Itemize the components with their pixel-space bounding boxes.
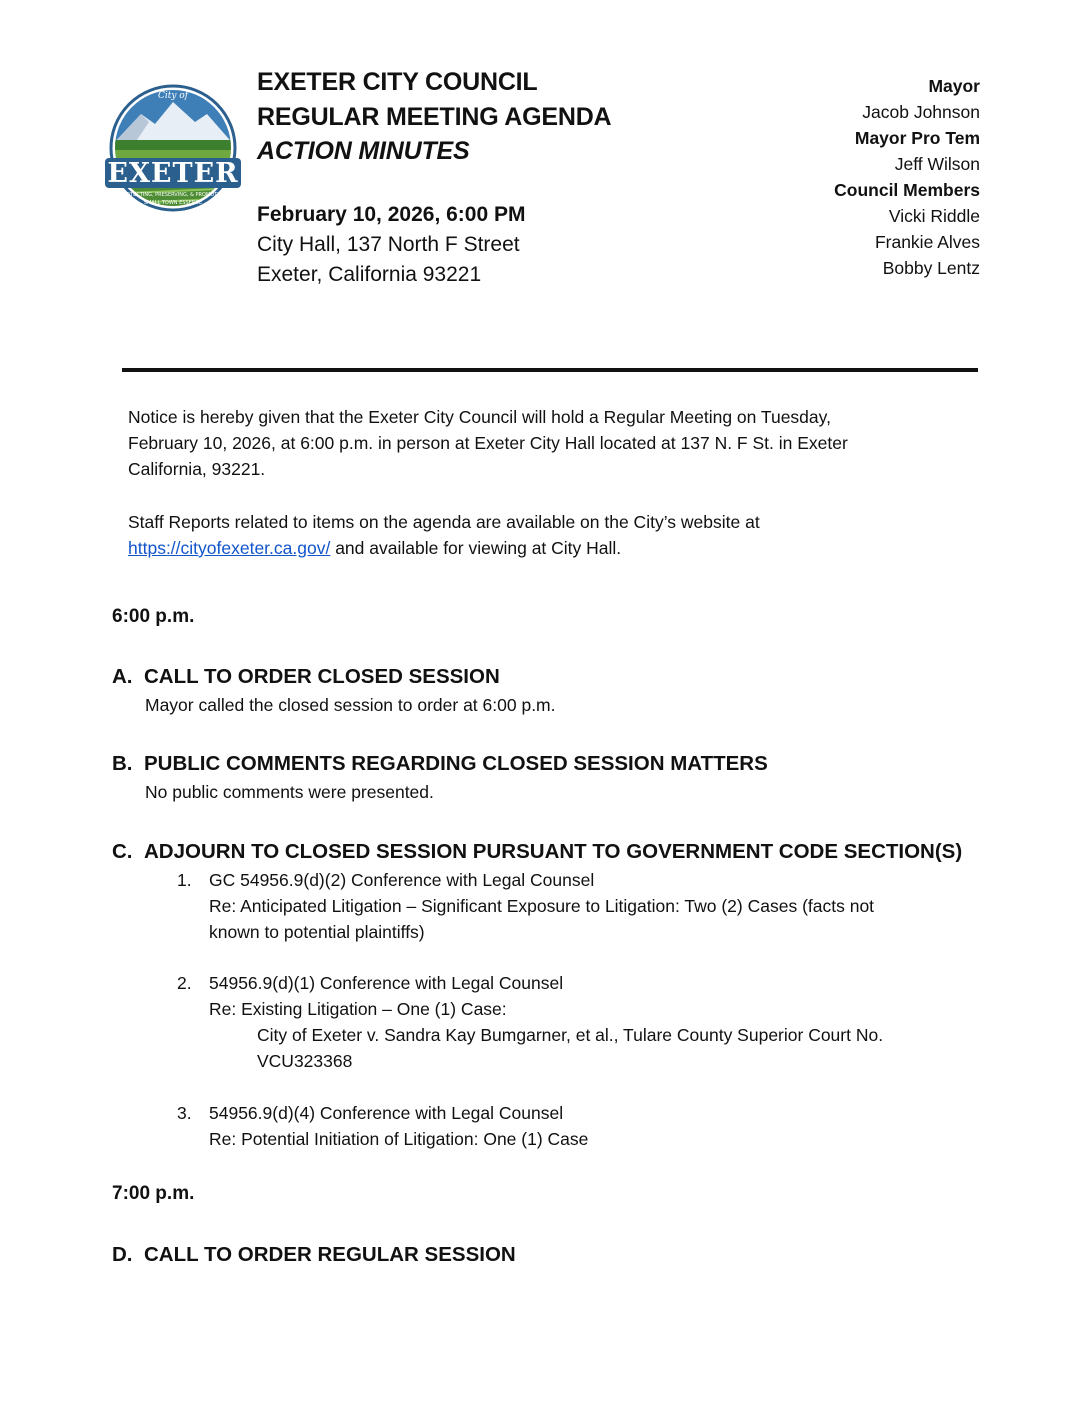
staff-reports-line: Staff Reports related to items on the agenda are available on the City’s website at xyxy=(128,512,760,532)
section-b-body: No public comments were presented. xyxy=(145,782,434,802)
section-letter: A. xyxy=(112,665,133,688)
logo-top-text: City of xyxy=(157,91,189,101)
pro-tem-name: Jeff Wilson xyxy=(894,154,980,174)
closed-session-item-1 xyxy=(209,867,969,945)
time-heading-6pm: 6:00 p.m. xyxy=(112,606,195,627)
item-line: 54956.9(d)(4) Conference with Legal Counsel xyxy=(209,1103,564,1123)
staff-reports-paragraph xyxy=(128,509,928,561)
section-title: CALL TO ORDER CLOSED SESSION xyxy=(144,665,500,688)
item-line: 54956.9(d)(1) Conference with Legal Counsel xyxy=(209,973,564,993)
council-title: EXETER CITY COUNCIL xyxy=(257,68,538,96)
item-number: 3. xyxy=(177,1103,192,1123)
council-members-label: Council Members xyxy=(834,180,980,200)
closed-session-item-2 xyxy=(209,970,969,1022)
city-seal-logo xyxy=(103,84,243,218)
section-letter: B. xyxy=(112,752,133,775)
council-member: Frankie Alves xyxy=(874,232,980,252)
item-line: Re: Existing Litigation – One (1) Case: xyxy=(209,999,507,1019)
staff-reports-line2 xyxy=(128,535,928,561)
case-line: VCU323368 xyxy=(257,1051,353,1071)
case-citation xyxy=(257,1022,977,1074)
logo-main-text: EXETER xyxy=(107,158,239,189)
section-b-heading xyxy=(112,750,768,778)
logo-tagline2: SMALL TOWN ESSENCE xyxy=(143,200,203,206)
closed-session-item-3 xyxy=(209,1100,969,1152)
notice-line: California, 93221. xyxy=(128,459,266,479)
time-heading-7pm: 7:00 p.m. xyxy=(112,1183,195,1204)
staff-reports-tail: and available for viewing at City Hall. xyxy=(330,538,622,558)
section-a-body: Mayor called the closed session to order at 6:00 p.m. xyxy=(145,695,556,715)
meeting-location-line1: City Hall, 137 North F Street xyxy=(257,233,520,256)
mayor-name: Jacob Johnson xyxy=(862,102,980,122)
logo-tagline1: PROTECTING, PRESERVING, & PROMOTING xyxy=(119,192,227,198)
item-line: known to potential plaintiffs) xyxy=(209,922,425,942)
notice-line: February 10, 2026, at 6:00 p.m. in person at Exeter City Hall located at 137 N. F St. in Exeter xyxy=(128,433,848,453)
mayor-label: Mayor xyxy=(928,76,980,96)
city-website-link[interactable]: https://cityofexeter.ca.gov/ xyxy=(128,538,331,558)
item-line: GC 54956.9(d)(2) Conference with Legal Counsel xyxy=(209,870,595,890)
section-title: CALL TO ORDER REGULAR SESSION xyxy=(144,1243,516,1266)
section-c-heading xyxy=(112,838,962,866)
item-number: 1. xyxy=(177,870,192,890)
section-title: ADJOURN TO CLOSED SESSION PURSUANT TO GOVERNMENT CODE SECTION(S) xyxy=(144,840,963,863)
minutes-title: ACTION MINUTES xyxy=(257,137,470,165)
notice-line: Notice is hereby given that the Exeter City Council will hold a Regular Meeting on Tuesday, xyxy=(128,407,831,427)
case-line: City of Exeter v. Sandra Kay Bumgarner, et al., Tulare County Superior Court No. xyxy=(257,1025,884,1045)
council-roster xyxy=(740,73,980,281)
pro-tem-label: Mayor Pro Tem xyxy=(854,128,980,148)
notice-paragraph xyxy=(128,404,928,482)
section-d-heading xyxy=(112,1241,516,1269)
section-letter: D. xyxy=(112,1243,133,1266)
agenda-title: REGULAR MEETING AGENDA xyxy=(257,103,612,131)
section-letter: C. xyxy=(112,840,133,863)
section-title: PUBLIC COMMENTS REGARDING CLOSED SESSION MATTERS xyxy=(144,752,768,775)
item-line: Re: Potential Initiation of Litigation: One (1) Case xyxy=(209,1129,589,1149)
council-member: Vicki Riddle xyxy=(888,206,980,226)
header-divider xyxy=(122,368,978,372)
item-number: 2. xyxy=(177,973,192,993)
item-line: Re: Anticipated Litigation – Significant Exposure to Litigation: Two (2) Cases (facts not xyxy=(209,896,875,916)
meeting-date-time: February 10, 2026, 6:00 PM xyxy=(257,203,526,226)
meeting-location-line2: Exeter, California 93221 xyxy=(257,263,482,286)
section-a-heading xyxy=(112,663,500,691)
council-member: Bobby Lentz xyxy=(882,258,980,278)
